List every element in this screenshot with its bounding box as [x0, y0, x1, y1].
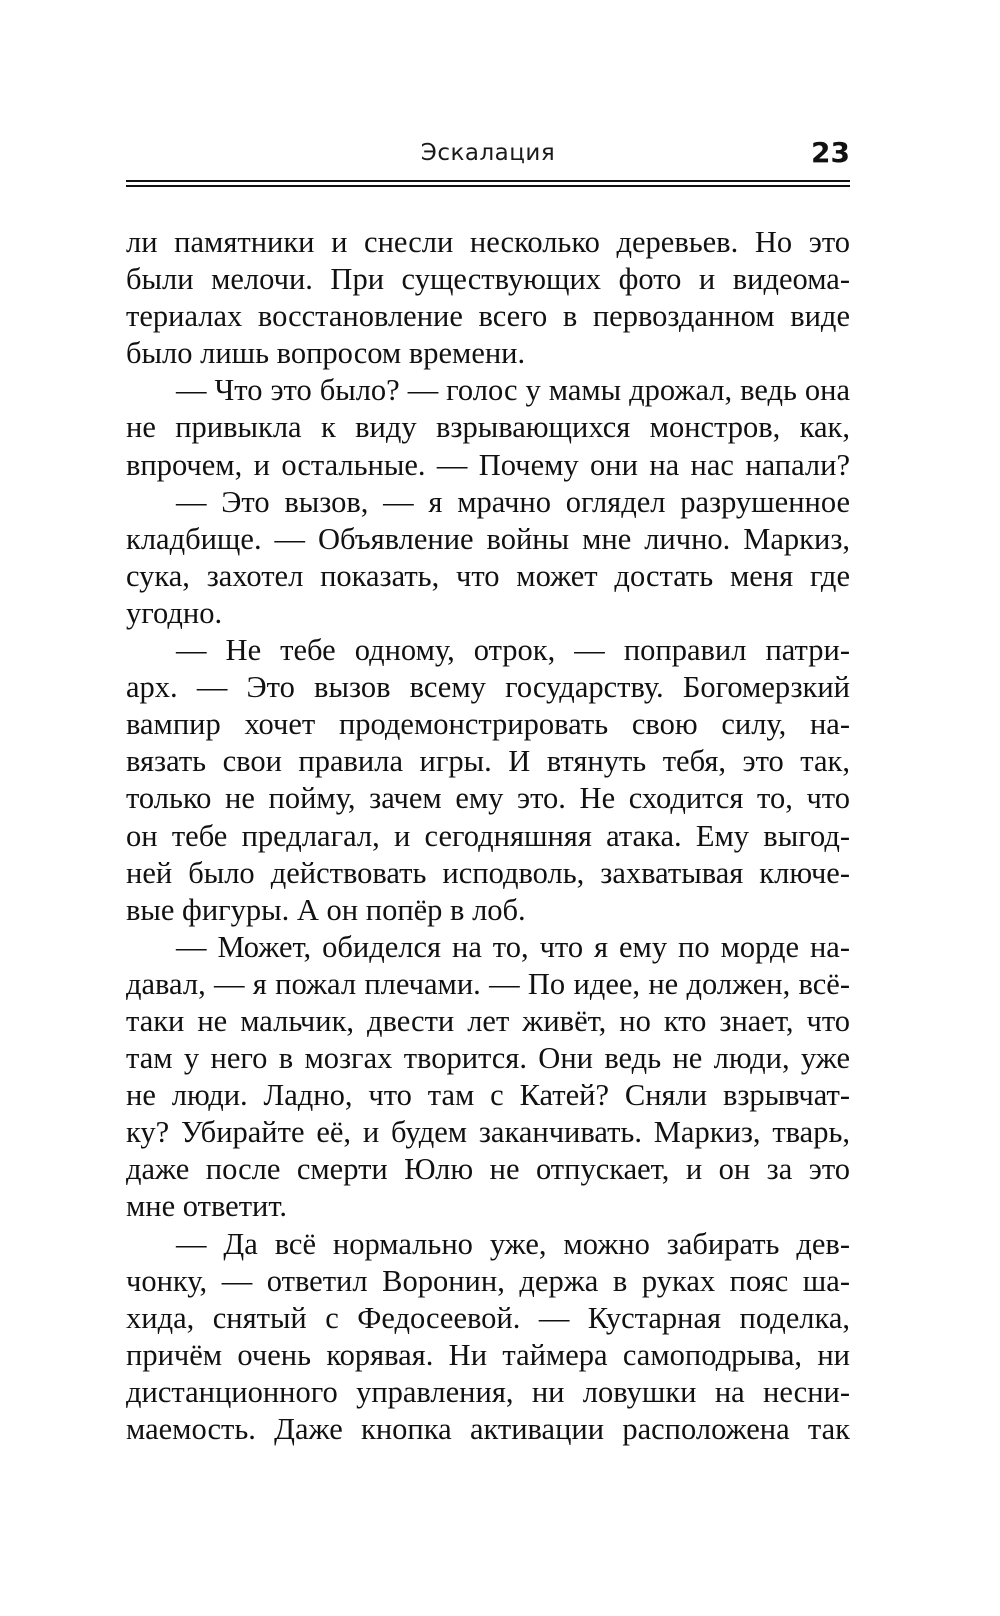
- text-line: — Это вызов, — я мрачно оглядел разрушенное: [176, 484, 850, 519]
- text-line: не привыкла к виду взрывающихся монстров, как,: [126, 410, 850, 445]
- header-rule-bottom: [126, 185, 850, 187]
- text-line: были мелочи. При существующих фото и видеома-: [126, 262, 850, 297]
- text-line: не люди. Ладно, что там с Катей? Сняли взрывчат-: [126, 1078, 850, 1113]
- text-line: териалах восстановление всего в первозданном виде: [126, 299, 850, 334]
- body-text: [126, 224, 850, 1448]
- text-line: хида, снятый с Федосеевой. — Кустарная поделка,: [126, 1300, 850, 1335]
- text-line: маемость. Даже кнопка активации расположена так: [126, 1412, 850, 1446]
- text-line: только не пойму, зачем ему это. Не сходится то, что: [126, 781, 850, 816]
- text-line: мне ответит.: [126, 1189, 288, 1224]
- text-line: сука, захотел показать, что может достать меня где: [126, 558, 850, 593]
- text-line: он тебе предлагал, и сегодняшняя атака. Ему выгод-: [126, 818, 850, 853]
- header-rule-top: [126, 180, 850, 182]
- text-line: — Не тебе одному, отрок, — поправил патри-: [176, 633, 850, 668]
- text-line: вязать свои правила игры. И втянуть тебя, это так,: [126, 744, 850, 779]
- running-head: [126, 134, 850, 174]
- text-line: — Что это было? — голос у мамы дрожал, ведь она: [176, 373, 850, 408]
- text-line: чонку, — ответил Воронин, держа в руках пояс ша-: [126, 1263, 850, 1298]
- text-line: угодно.: [126, 595, 223, 630]
- text-line: таки не мальчик, двести лет живёт, но кто знает, что: [126, 1003, 850, 1038]
- text-line: — Может, обиделся на то, что я ему по морде на-: [176, 929, 850, 964]
- text-line: ку? Убирайте её, и будем заканчивать. Маркиз, тварь,: [126, 1115, 850, 1150]
- text-line: даже после смерти Юлю не отпускает, и он за это: [126, 1152, 850, 1187]
- running-title: Эскалация: [420, 140, 556, 166]
- text-line: ней было действовать исподволь, захватывая ключе-: [126, 855, 850, 890]
- text-line: ли памятники и снесли несколько деревьев. Но это: [126, 225, 850, 259]
- text-line: дистанционного управления, ни ловушки на несни-: [126, 1374, 850, 1409]
- text-line: вые фигуры. А он попёр в лоб.: [126, 892, 526, 927]
- text-line: давал, — я пожал плечами. — По идее, не должен, всё-: [126, 966, 850, 1001]
- text-line: причём очень корявая. Ни таймера самоподрыва, ни: [126, 1337, 850, 1372]
- page-number: 23: [811, 136, 850, 169]
- text-line: кладбище. — Объявление войны мне лично. Маркиз,: [126, 521, 850, 556]
- text-line: впрочем, и остальные. — Почему они на нас напали?: [126, 447, 850, 482]
- text-line: там у него в мозгах творится. Они ведь не люди, уже: [126, 1041, 850, 1076]
- text-line: было лишь вопросом времени.: [126, 336, 526, 371]
- text-line: — Да всё нормально уже, можно забирать дев-: [176, 1226, 850, 1261]
- text-line: арх. — Это вызов всему государству. Богомерзкий: [126, 670, 850, 705]
- text-line: вампир хочет продемонстрировать свою силу, на-: [126, 707, 850, 742]
